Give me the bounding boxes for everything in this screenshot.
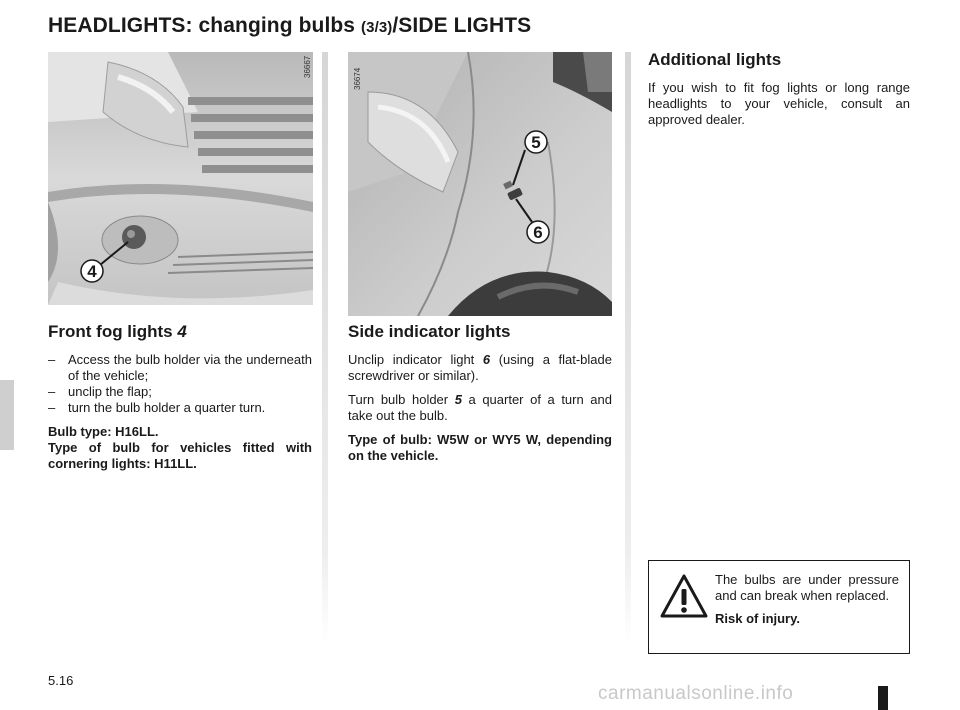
warning-risk: Risk of injury. bbox=[715, 611, 800, 626]
page-number: 5.16 bbox=[48, 673, 74, 688]
fog-heading-ref: 4 bbox=[177, 322, 187, 341]
chapter-tab bbox=[0, 380, 14, 450]
column-divider-1 bbox=[322, 52, 328, 642]
fog-steps-list bbox=[48, 352, 312, 416]
fog-bulb-type: Bulb type: H16LL. Type of bulb for vehicles fitted with cornering lights: H11LL. bbox=[48, 424, 312, 471]
indicator-photo-ref: 36674 bbox=[353, 67, 362, 90]
fog-light-callout: 4 bbox=[87, 262, 97, 281]
additional-lights-text: If you wish to fit fog lights or long range headlights to your vehicle, consult an approved dealer. bbox=[648, 80, 910, 127]
additional-lights-section bbox=[648, 50, 910, 136]
warning-text bbox=[715, 572, 899, 634]
column-divider-2 bbox=[625, 52, 631, 642]
list-item: – turn the bulb holder a quarter turn. bbox=[48, 400, 266, 415]
warning-message: The bulbs are under pressure and can break when replaced. bbox=[715, 572, 899, 603]
watermark: carmanualsonline.info bbox=[598, 683, 794, 704]
additional-lights-heading: Additional lights bbox=[648, 50, 782, 69]
indicator-step-1: Unclip indicator light 6 (using a flat-blade screwdriver or similar). bbox=[348, 352, 612, 383]
fog-lights-heading: Front fog lights 4 bbox=[48, 322, 187, 341]
side-indicator-photo bbox=[348, 52, 612, 316]
bulb-holder-callout: 5 bbox=[531, 133, 541, 152]
title-end: /SIDE LIGHTS bbox=[392, 14, 532, 37]
side-indicator-heading: Side indicator lights bbox=[348, 322, 511, 341]
page-title bbox=[48, 14, 531, 38]
indicator-step-2: Turn bulb holder 5 a quarter of a turn and take out the bulb. bbox=[348, 392, 612, 423]
list-item: – Access the bulb holder via the underneath of the vehicle; bbox=[48, 352, 312, 383]
indicator-callout: 6 bbox=[533, 223, 543, 242]
corner-mark bbox=[878, 686, 888, 710]
fog-photo-ref: 36667 bbox=[303, 55, 312, 78]
fog-light-photo bbox=[48, 52, 313, 305]
warning-triangle-icon bbox=[659, 573, 709, 619]
indicator-bulb-type: Type of bulb: W5W or WY5 W, depending on the vehicle. bbox=[348, 432, 612, 463]
fog-lights-section bbox=[48, 322, 312, 480]
title-main: HEADLIGHTS: changing bulbs bbox=[48, 14, 362, 37]
title-part: (3/3) bbox=[361, 19, 393, 36]
list-item: – unclip the flap; bbox=[48, 384, 152, 399]
warning-box bbox=[648, 560, 910, 654]
side-indicator-section bbox=[348, 322, 612, 472]
